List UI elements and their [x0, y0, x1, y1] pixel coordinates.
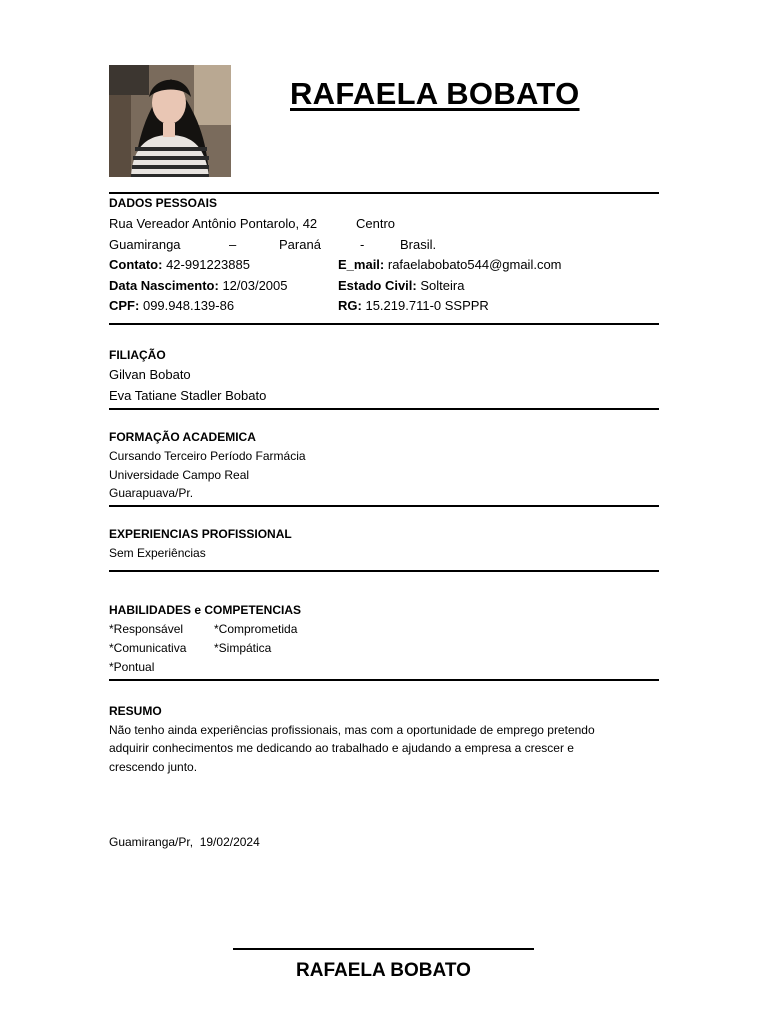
- rg-row: [338, 298, 489, 314]
- cpf-value: 099.948.139-86: [142, 298, 235, 313]
- skill-item: *Comprometida: [214, 622, 298, 636]
- signature-line: [233, 948, 534, 950]
- address-separator: -: [360, 237, 365, 252]
- summary-line: Não tenho ainda experiências profissionais, mas com a oportunidade de emprego pretendo: [109, 723, 595, 737]
- rg-label: RG:: [338, 298, 362, 313]
- marital-status-label: Estado Civil:: [338, 278, 417, 293]
- parent-name: Eva Tatiane Stadler Bobato: [109, 388, 267, 403]
- address-country: Brasil.: [400, 237, 437, 252]
- summary-line: crescendo junto.: [109, 760, 198, 774]
- section-divider: [109, 192, 659, 194]
- section-divider: [109, 408, 659, 410]
- section-divider: [109, 323, 659, 325]
- marital-status-row: [338, 278, 464, 294]
- contact-value: 42-991223885: [166, 257, 250, 272]
- education-line: Cursando Terceiro Período Farmácia: [109, 449, 306, 463]
- section-divider: [109, 505, 659, 507]
- birthdate-row: [109, 278, 288, 294]
- address-district: Centro: [356, 216, 396, 231]
- cpf-row: [109, 298, 234, 314]
- summary-line: adquirir conhecimentos me dedicando ao trabalhado e ajudando a empresa a crescer e: [109, 741, 574, 755]
- section-heading-formacao: FORMAÇÃO ACADEMICA: [109, 430, 256, 444]
- contact-row: [109, 257, 250, 273]
- signature-name: RAFAELA BOBATO: [296, 960, 471, 981]
- section-heading-filiacao: FILIAÇÃO: [109, 348, 166, 362]
- skill-item: *Responsável: [109, 622, 184, 636]
- section-heading-experiencias: EXPERIENCIAS PROFISSIONAL: [109, 527, 292, 541]
- skill-item: *Pontual: [109, 660, 155, 674]
- marital-status-value: Solteira: [420, 278, 465, 293]
- page-title: RAFAELA BOBATO: [290, 76, 580, 111]
- email-label: E_mail:: [338, 257, 385, 272]
- section-divider: [109, 679, 659, 681]
- address-separator: –: [229, 237, 237, 252]
- section-heading-habilidades: HABILIDADES e COMPETENCIAS: [109, 603, 302, 617]
- email-value: rafaelabobato544@gmail.com: [387, 257, 562, 272]
- birthdate-value: 12/03/2005: [222, 278, 288, 293]
- education-line: Universidade Campo Real: [109, 468, 250, 482]
- profile-photo-image: [109, 65, 231, 177]
- skill-item: *Comunicativa: [109, 641, 187, 655]
- skill-item: *Simpática: [214, 641, 272, 655]
- profile-photo: [109, 65, 231, 177]
- section-heading-resumo: RESUMO: [109, 704, 162, 718]
- cpf-label: CPF:: [109, 298, 140, 313]
- education-line: Guarapuava/Pr.: [109, 486, 194, 500]
- email-row: [338, 257, 562, 273]
- birthdate-label: Data Nascimento:: [109, 278, 219, 293]
- section-heading-dados-pessoais: DADOS PESSOAIS: [109, 196, 218, 210]
- contact-label: Contato:: [109, 257, 163, 272]
- address-state: Paraná: [279, 237, 321, 252]
- address-city: Guamiranga: [109, 237, 181, 252]
- parent-name: Gilvan Bobato: [109, 367, 191, 382]
- experience-text: Sem Experiências: [109, 546, 206, 560]
- section-divider: [109, 570, 659, 572]
- place-date: Guamiranga/Pr, 19/02/2024: [109, 835, 260, 849]
- address-street: Rua Vereador Antônio Pontarolo, 42: [109, 216, 318, 231]
- rg-value: 15.219.711-0 SSPPR: [365, 298, 489, 313]
